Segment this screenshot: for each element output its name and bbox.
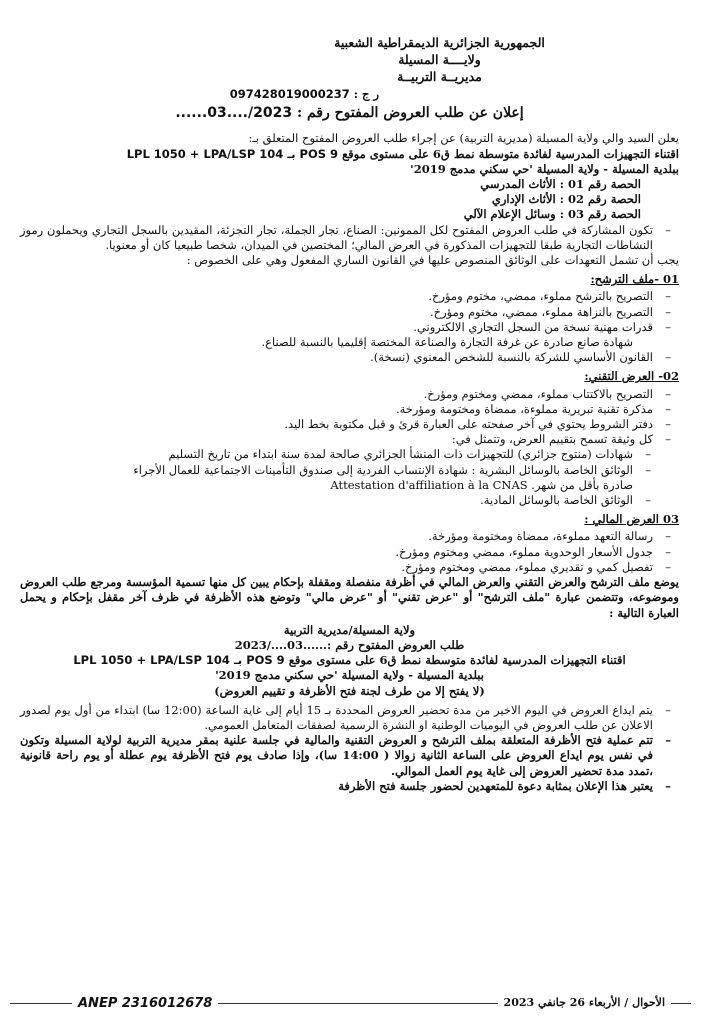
- list-item: – يتم ايداع العروض في اليوم الاخير من مدة تحضير العروض المحددة بـ 15 أيام إلى غاية الساعة (12:00 سا) ابتداء من أول يوم لصدور الاعلان عن طلب العروض في اليوميات الوطنية او النشرة الرسمية لصفقات المتعامل العمومي.: [20, 703, 679, 733]
- list-item: – تفصيل كمي و تقديري مملوء، ممضي ومختوم ومؤرخ.: [20, 560, 679, 575]
- intro-text: يعلن السيد والي ولاية المسيلة (مديرية التربية) عن إجراء طلب العروض المفتوح المتعلق بـ:: [248, 131, 679, 146]
- list-item: – شهادات (منتوج جزائري) للتجهيزات ذات المنشأ الجزائري صالحة لمدة سنة ابتداء من تاريخ التسليم: [20, 447, 679, 462]
- attestation-ar: صادرة بأقل من شهر.: [531, 477, 633, 492]
- list-item: – التصريح بالنزاهة مملوء، ممضي، مختوم ومؤرخ.: [20, 305, 679, 320]
- list-item: – دفتر الشروط يحتوي في آخر صفحته على العبارة قرئ و قبل مكتوبة بخط اليد.: [20, 417, 679, 432]
- requirements-text: يجب أن تشمل التعهدات على الوثائق المنصوص عليها في القانون الساري المفعول وهي على الخصوص :: [186, 253, 679, 268]
- envelope-line-5: (لا يفتح إلا من طرف لجنة فتح الأظرفة و تقييم العروض): [214, 683, 485, 698]
- envelope-line-1: ولاية المسيلة/مديرية التربية: [283, 622, 416, 637]
- project-line-1: [20, 147, 679, 162]
- project-line-1-latin: LPL 1050 + LPA/LSP 104 بـ POS 9: [126, 146, 339, 161]
- list-item: – مذكرة تقنية تبريرية مملوءة، ممضاة ومختومة ومؤرخة.: [20, 402, 679, 417]
- lot-item: الحصة رقم 03 : وسائل الإعلام الآلي: [463, 207, 641, 222]
- list-item: – كل وثيقة تسمح بتقييم العرض، وتتمثل في:: [20, 432, 679, 447]
- envelope-line-3: [20, 653, 679, 668]
- list-item: – جدول الأسعار الوحدوية مملوء، ممضي ومختوم ومؤرخ.: [20, 545, 679, 560]
- document-header: [200, 34, 679, 85]
- list-item: – القانون الأساسي للشركة بالنسبة للشخص المعنوي (نسخة).: [20, 350, 679, 365]
- section-2-list: [20, 387, 679, 448]
- lot-item: الحصة رقم 02 : الأثاث الإداري: [491, 192, 641, 207]
- envelope-line-2: طلب العروض المفتوح رقم :......03..../2023: [234, 637, 465, 652]
- list-item: – الوثائق الخاصة بالوسائل المادية.: [20, 493, 679, 508]
- section-3-title: 03 العرض المالي :: [584, 512, 679, 527]
- section-1-list: [20, 289, 679, 335]
- anep-reference: ANEP 2316012678: [72, 996, 218, 1011]
- announcement-title: [20, 106, 679, 121]
- envelope-line-3-ar: اقتناء التجهيزات المدرسية لفائدة متوسطة نمط ق6 على مستوى موقع: [288, 653, 626, 668]
- publication-date: الأحوال / الأربعاء 26 جانفي 2023: [498, 996, 671, 1009]
- section-1-note: شهادة صانع صادرة عن غرفة التجارة والصناعة المختصة إقليميا بالنسبة للصناع.: [261, 335, 633, 350]
- rc-line: [20, 87, 379, 102]
- section-1-list-last: [20, 350, 679, 365]
- directorate-line: مديريــة التربيــة: [397, 69, 482, 84]
- envelope-line-3-latin: LPL 1050 + LPA/LSP 104 بـ POS 9: [73, 653, 285, 668]
- envelope-instructions: يوضع ملف الترشح والعرض التقني والعرض المالي في أظرفة منفصلة ومقفلة بإحكام يبين كل منها تسمية المؤسسة ومرجع طلب العروض وموضوعه، وتتضمن عبارة "ملف الترشح" أو "عرض تقني" أو "عرض مالي" وتوضع هذه الأظرفة في ظرف آخر مقفل بإحكام و يحمل العبارة التالية :: [20, 575, 679, 620]
- project-line-1-ar: اقتناء التجهيزات المدرسية لفائدة متوسطة نمط ق6 على مستوى موقع: [342, 146, 679, 161]
- wilaya-line: ولايــــة المسيلة: [398, 52, 481, 67]
- section-2-title: 02- العرض التقني:: [584, 369, 679, 384]
- list-item: – التصريح بالترشح مملوء، ممضي، مختوم ومؤرخ.: [20, 289, 679, 304]
- list-item: – التصريح بالاكتتاب مملوء، ممضي ومختوم ومؤرخ.: [20, 387, 679, 402]
- title-text: إعلان عن طلب العروض المفتوح رقم :: [296, 105, 524, 122]
- envelope-line-4: ببلدية المسيلة - ولاية المسيلة 'حي سكني مدمج 2019': [215, 668, 484, 683]
- section-2-sublist: [20, 447, 679, 477]
- envelope-block: [20, 623, 679, 699]
- project-line-2: ببلدية المسيلة - ولاية المسيلة 'حي سكني مدمج 2019': [410, 161, 679, 176]
- attestation-line: [20, 478, 679, 493]
- lot-item: الحصة رقم 01 : الأثاث المدرسي: [480, 177, 641, 192]
- rc-label: ر ج :: [353, 87, 379, 101]
- list-item: – يعتبر هذا الإعلان بمثابة دعوة للمتعهدين لحضور جلسة فتح الأظرفة: [20, 779, 679, 794]
- participation-text: – تكون المشاركة في طلب العروض المفتوح لكل الممونين: الصناع، تجار الجملة، تجار التجزئة، المقيدين بالسجل التجاري ويحملون رموز النشاطات التجارية طبقا للتجهيزات المذكورة في العرض المالي؛ المختصين في الميدان، شخصا طبيعيا كان أو معنويا.: [20, 223, 679, 253]
- section-1-title: 01 -ملف الترشح:: [590, 272, 679, 287]
- list-item: – تتم عملية فتح الأظرفة المتعلقة بملف الترشح و العروض التقنية والمالية في جلسة علنية بمقر مديرية التربية لولاية المسيلة وتكون في نفس يوم ايداع العروض على الساعة الثانية زوالا ( 14:00 سا)، وإذا صادف يوم فتح الأظرفة يوم عطلة أو يوم راحة قانونية ،تمدد مدة تحضير العروض إلى غاية يوم العمل الموالي.: [20, 733, 679, 779]
- republic-line: الجمهورية الجزائرية الديمقراطية الشعبية: [334, 35, 545, 50]
- title-number: ......03..../2023: [175, 105, 293, 122]
- section-3-list: [20, 529, 679, 575]
- section-2-material: [20, 493, 679, 508]
- list-item: – الوثائق الخاصة بالوسائل البشرية : شهادة الإنتساب الفردية إلى صندوق التأمينات الاجتماعية للعمال الأجراء: [20, 463, 679, 478]
- lots-list: [20, 177, 641, 223]
- list-item: – قدرات مهنية نسخة من السجل التجاري الالكتروني.: [20, 320, 679, 335]
- participation-list: [20, 223, 679, 253]
- closing-list: [20, 703, 679, 794]
- rc-number: 097428019000237: [229, 87, 350, 101]
- attestation-fr: Attestation d'affiliation à la CNAS: [330, 477, 528, 492]
- list-item: – رسالة التعهد مملوءة، ممضاة ومختومة ومؤرخة.: [20, 529, 679, 544]
